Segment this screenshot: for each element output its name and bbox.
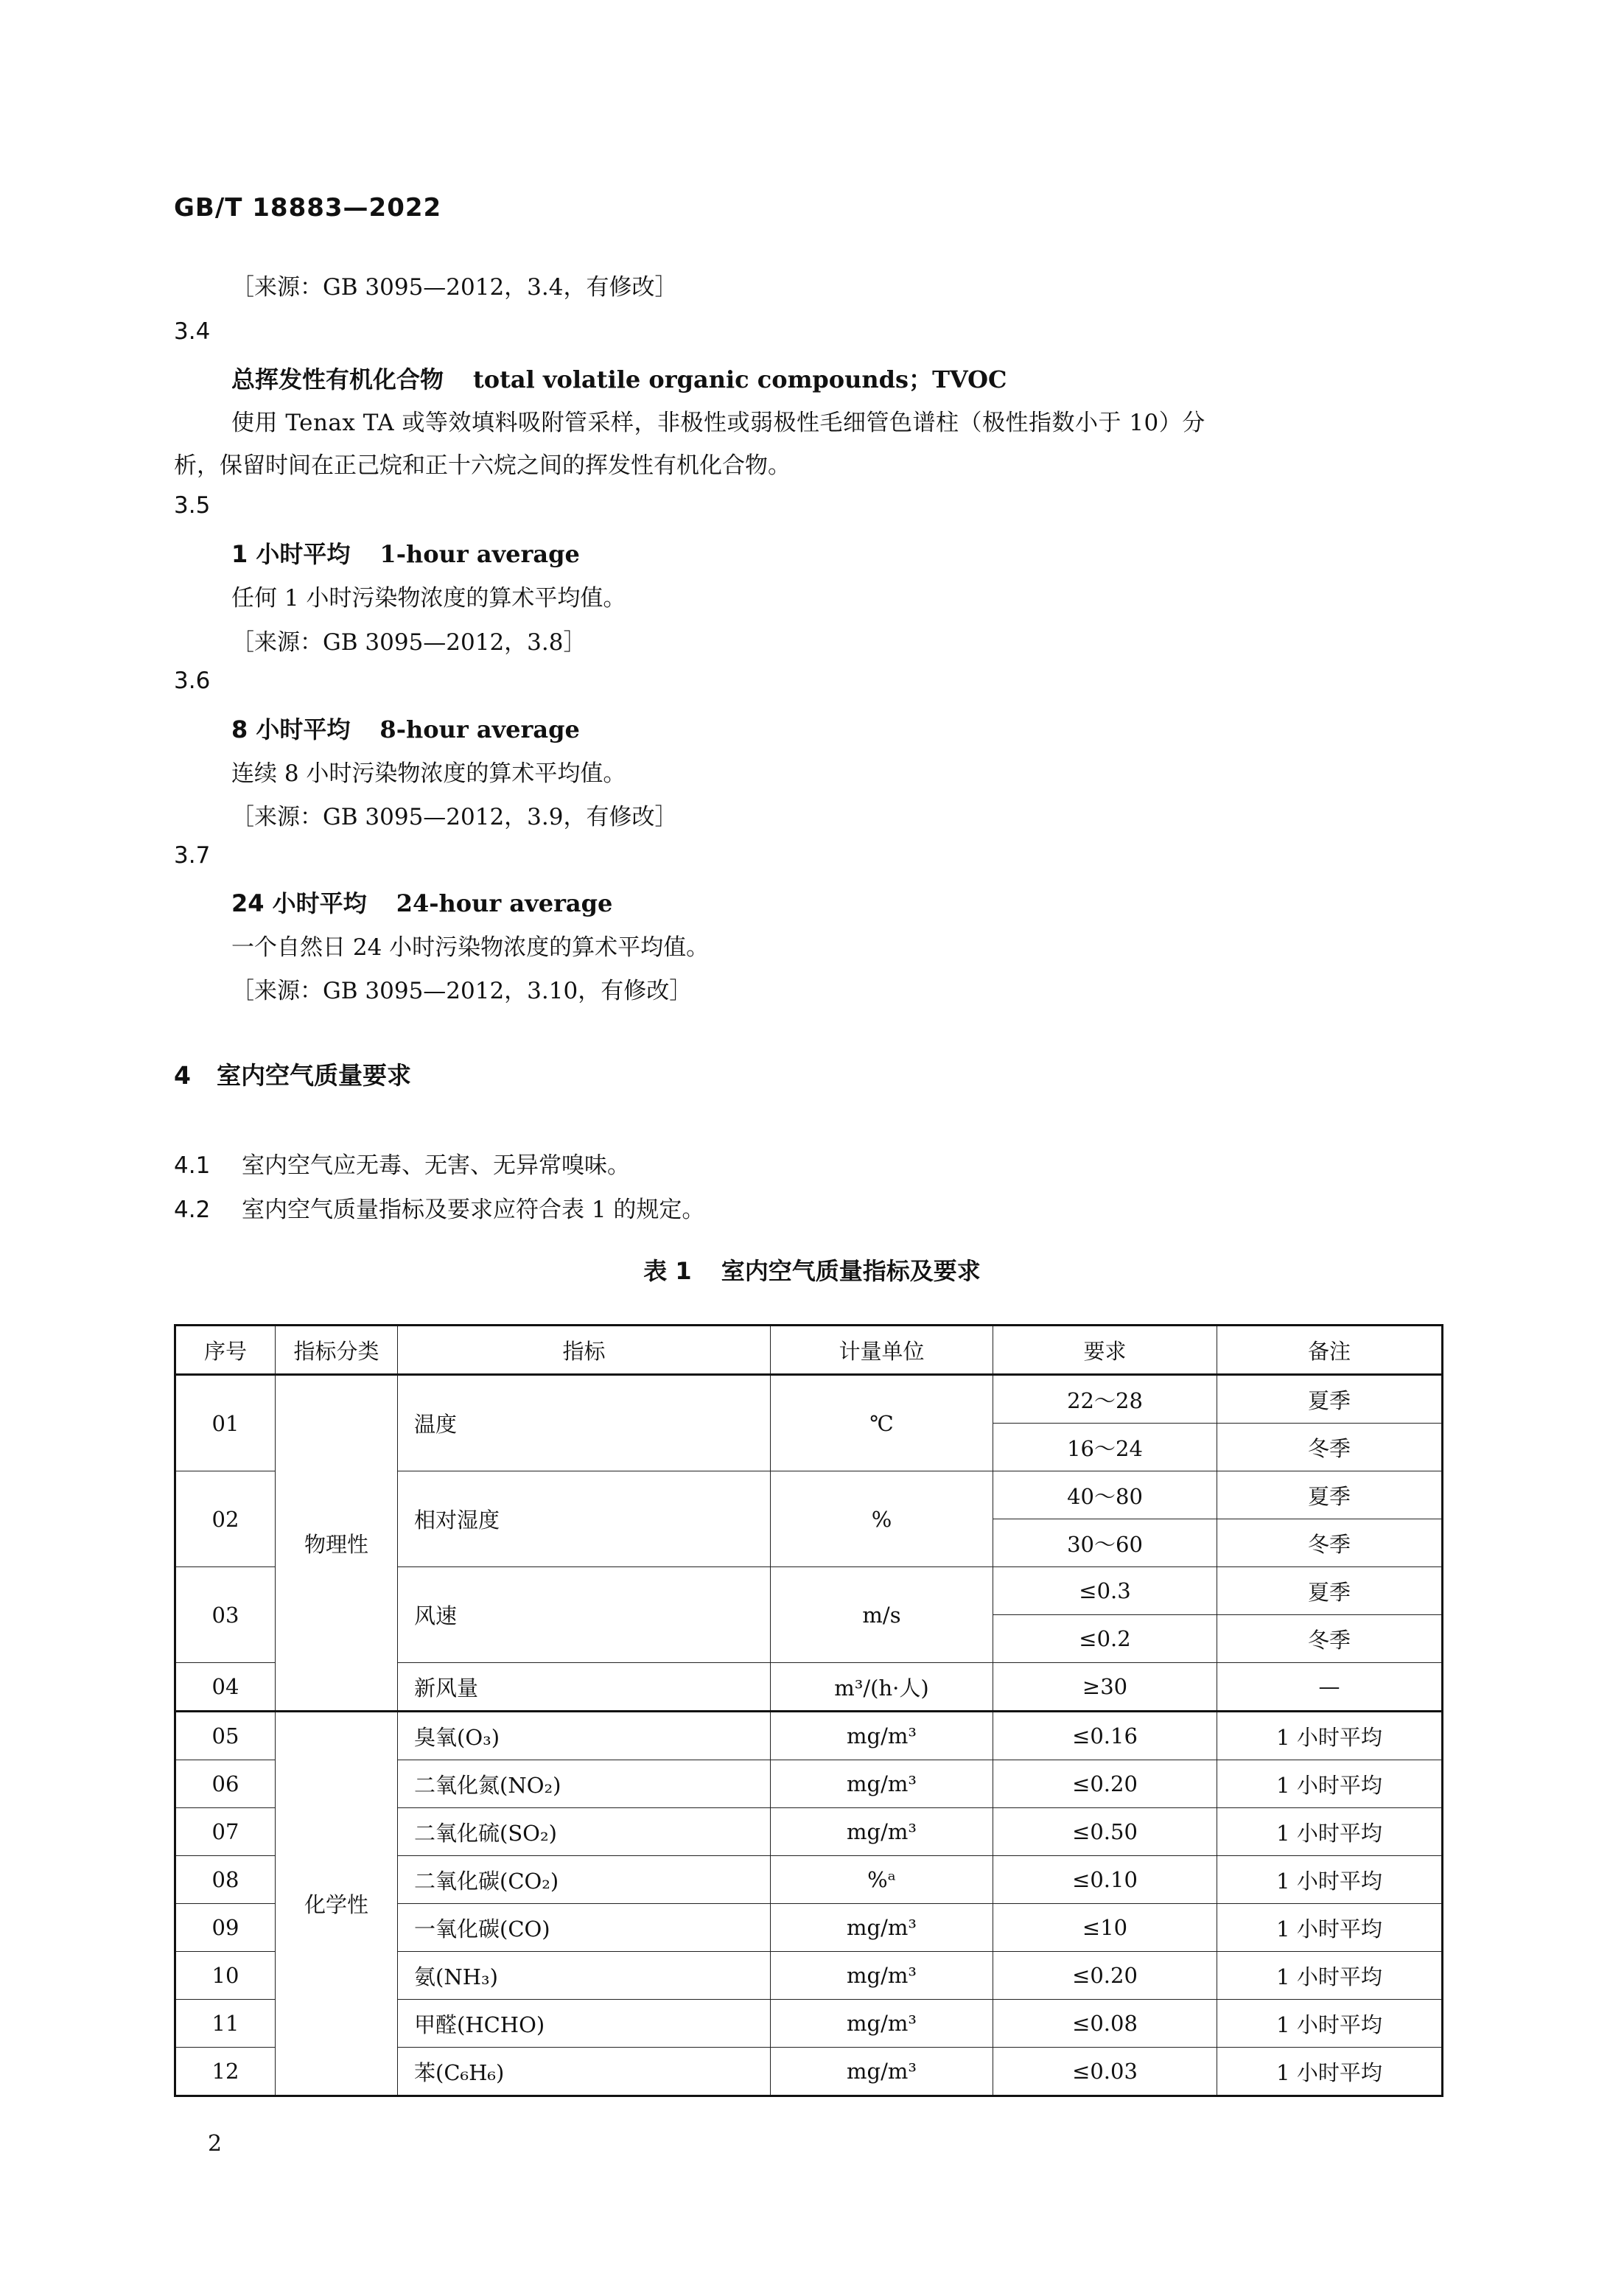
row-unit: mg/m³ <box>771 1760 993 1808</box>
row-no: 07 <box>175 1808 276 1856</box>
row-indicator: 新风量 <box>398 1663 771 1712</box>
row-indicator: 氨(NH₃) <box>398 1952 771 2000</box>
category-chemical: 化学性 <box>276 1712 398 2096</box>
term-3-7 <box>231 885 612 919</box>
row-requirement: ≤0.10 <box>993 1856 1217 1904</box>
term-en: total volatile organic compounds；TVOC <box>473 365 1007 393</box>
term-3-6 <box>231 711 580 745</box>
row-unit: %ᵃ <box>771 1856 993 1904</box>
header-indicator: 指标 <box>398 1326 771 1375</box>
row-note: 夏季 <box>1217 1567 1443 1615</box>
row-requirement: ≤0.08 <box>993 2000 1217 2048</box>
page-number: 2 <box>208 2131 223 2157</box>
definition-3-5: 任何 1 小时污染物浓度的算术平均值。 <box>231 585 626 612</box>
table-caption-label: 表 1 <box>643 1257 692 1285</box>
row-no: 01 <box>175 1375 276 1471</box>
row-unit: m/s <box>771 1567 993 1663</box>
row-note: 1 小时平均 <box>1217 2000 1443 2048</box>
row-indicator: 二氧化硫(SO₂) <box>398 1808 771 1856</box>
definition-3-4-line2: 析，保留时间在正己烷和正十六烷之间的挥发性有机化合物。 <box>174 452 791 479</box>
header-requirement: 要求 <box>993 1326 1217 1375</box>
clause-4-2 <box>174 1191 704 1224</box>
row-indicator: 苯(C₆H₆) <box>398 2048 771 2096</box>
header-note: 备注 <box>1217 1326 1443 1375</box>
row-note: 1 小时平均 <box>1217 1808 1443 1856</box>
row-requirement: ≤0.16 <box>993 1712 1217 1760</box>
table-row <box>175 1712 1443 1760</box>
source-note-3-5: ［来源：GB 3095—2012，3.8］ <box>231 629 587 656</box>
header-unit: 计量单位 <box>771 1326 993 1375</box>
row-indicator: 二氧化氮(NO₂) <box>398 1760 771 1808</box>
row-no: 04 <box>175 1663 276 1712</box>
row-unit: ℃ <box>771 1375 993 1471</box>
standard-number: GB/T 18883—2022 <box>174 193 442 223</box>
row-requirement: 16～24 <box>993 1424 1217 1471</box>
term-number-3-7: 3.7 <box>174 842 211 869</box>
table-caption <box>0 1253 1624 1286</box>
term-zh: 总挥发性有机化合物 <box>231 365 444 393</box>
row-requirement: 30～60 <box>993 1519 1217 1567</box>
row-unit: mg/m³ <box>771 2000 993 2048</box>
source-note-3-7: ［来源：GB 3095—2012，3.10，有修改］ <box>231 978 693 1004</box>
clause-4-1 <box>174 1146 630 1180</box>
row-requirement: ≤0.20 <box>993 1760 1217 1808</box>
header-no: 序号 <box>175 1326 276 1375</box>
definition-3-7: 一个自然日 24 小时污染物浓度的算术平均值。 <box>231 934 710 961</box>
term-number-3-5: 3.5 <box>174 492 211 519</box>
clause-text: 室内空气应无毒、无害、无异常嗅味。 <box>242 1152 630 1179</box>
row-requirement: ≥30 <box>993 1663 1217 1712</box>
row-no: 08 <box>175 1856 276 1904</box>
row-indicator: 一氧化碳(CO) <box>398 1904 771 1952</box>
definition-3-6: 连续 8 小时污染物浓度的算术平均值。 <box>231 760 626 787</box>
row-requirement: 40～80 <box>993 1471 1217 1519</box>
clause-text: 室内空气质量指标及要求应符合表 1 的规定。 <box>242 1197 705 1223</box>
row-requirement: ≤0.20 <box>993 1952 1217 2000</box>
row-unit: mg/m³ <box>771 1712 993 1760</box>
row-indicator: 风速 <box>398 1567 771 1663</box>
row-no: 11 <box>175 2000 276 2048</box>
term-en: 24-hour average <box>396 889 613 917</box>
row-no: 05 <box>175 1712 276 1760</box>
row-note: 冬季 <box>1217 1424 1443 1471</box>
row-note: 1 小时平均 <box>1217 1712 1443 1760</box>
clause-number: 4.1 <box>174 1152 211 1179</box>
term-number-3-6: 3.6 <box>174 668 211 694</box>
row-note: 1 小时平均 <box>1217 1856 1443 1904</box>
row-indicator: 臭氧(O₃) <box>398 1712 771 1760</box>
section-heading-4 <box>174 1057 411 1091</box>
term-3-5 <box>231 536 580 570</box>
row-no: 12 <box>175 2048 276 2096</box>
table-header-row <box>175 1326 1443 1375</box>
row-no: 02 <box>175 1471 276 1567</box>
row-no: 10 <box>175 1952 276 2000</box>
header-category: 指标分类 <box>276 1326 398 1375</box>
definition-3-4-line1: 使用 Tenax TA 或等效填料吸附管采样，非极性或弱极性毛细管色谱柱（极性指数小于 10）分 <box>231 410 1205 436</box>
term-zh: 24 小时平均 <box>231 889 367 917</box>
row-indicator: 甲醛(HCHO) <box>398 2000 771 2048</box>
table-caption-title: 室内空气质量指标及要求 <box>721 1257 981 1285</box>
term-en: 1-hour average <box>379 540 580 568</box>
row-note: 1 小时平均 <box>1217 1904 1443 1952</box>
clause-number: 4.2 <box>174 1197 211 1223</box>
source-note-3-6: ［来源：GB 3095—2012，3.9，有修改］ <box>231 804 678 830</box>
row-note: 冬季 <box>1217 1615 1443 1663</box>
row-indicator: 相对湿度 <box>398 1471 771 1567</box>
row-note: 1 小时平均 <box>1217 1760 1443 1808</box>
row-indicator: 温度 <box>398 1375 771 1471</box>
section-number: 4 <box>174 1061 191 1090</box>
row-unit: mg/m³ <box>771 1808 993 1856</box>
term-zh: 8 小时平均 <box>231 715 351 743</box>
source-note-3-3: ［来源：GB 3095—2012，3.4，有修改］ <box>231 274 678 301</box>
row-requirement: ≤10 <box>993 1904 1217 1952</box>
row-requirement: ≤0.03 <box>993 2048 1217 2096</box>
row-requirement: ≤0.3 <box>993 1567 1217 1615</box>
row-unit: % <box>771 1471 993 1567</box>
term-3-4 <box>231 361 1007 395</box>
row-requirement: ≤0.2 <box>993 1615 1217 1663</box>
section-title: 室内空气质量要求 <box>217 1061 411 1090</box>
row-indicator: 二氧化碳(CO₂) <box>398 1856 771 1904</box>
air-quality-table <box>174 1324 1443 2097</box>
row-unit: m³/(h·人) <box>771 1663 993 1712</box>
row-no: 06 <box>175 1760 276 1808</box>
row-note: 1 小时平均 <box>1217 1952 1443 2000</box>
term-number-3-4: 3.4 <box>174 318 211 345</box>
term-zh: 1 小时平均 <box>231 540 351 568</box>
row-unit: mg/m³ <box>771 1952 993 2000</box>
row-no: 03 <box>175 1567 276 1663</box>
row-note: — <box>1217 1663 1443 1712</box>
row-requirement: 22～28 <box>993 1375 1217 1424</box>
row-unit: mg/m³ <box>771 2048 993 2096</box>
row-note: 夏季 <box>1217 1375 1443 1424</box>
row-note: 夏季 <box>1217 1471 1443 1519</box>
table-row <box>175 1375 1443 1424</box>
row-note: 冬季 <box>1217 1519 1443 1567</box>
row-no: 09 <box>175 1904 276 1952</box>
row-note: 1 小时平均 <box>1217 2048 1443 2096</box>
row-requirement: ≤0.50 <box>993 1808 1217 1856</box>
term-en: 8-hour average <box>379 715 580 743</box>
row-unit: mg/m³ <box>771 1904 993 1952</box>
category-physical: 物理性 <box>276 1375 398 1712</box>
